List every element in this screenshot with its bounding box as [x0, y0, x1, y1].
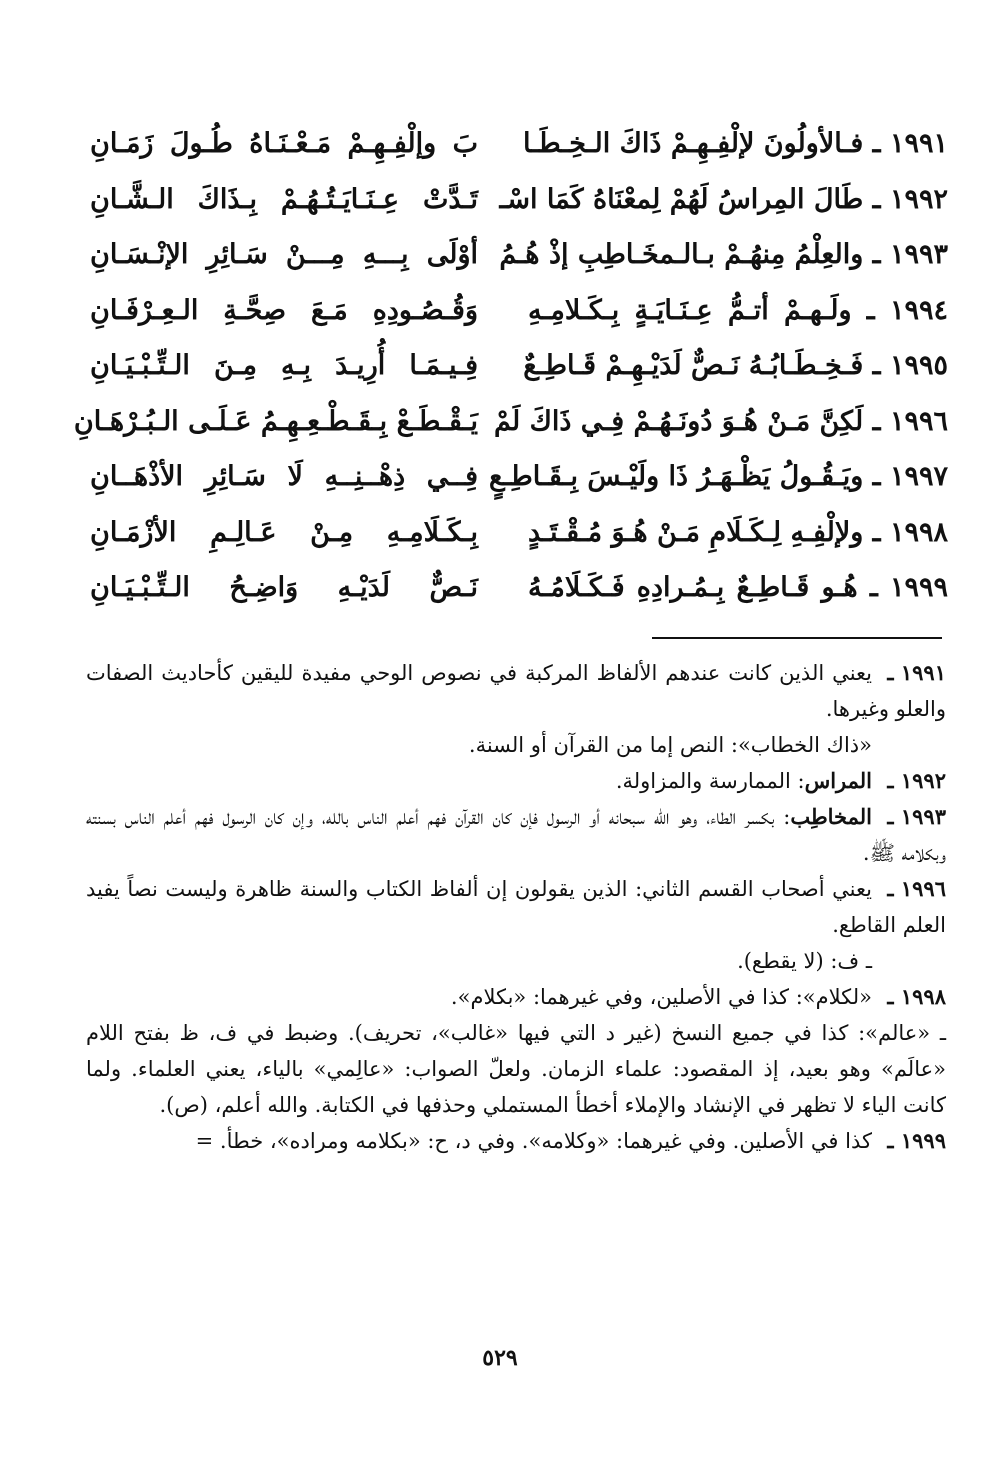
footnote-term: المراس — [804, 768, 872, 793]
verse-first-text: فـالأولُونَ لإلْفِـهِـمْ ذَاكَ الـخِـطَـا — [523, 128, 864, 159]
verse-second-hemistich: فِـيـمَـا أُرِيـدَ بِـهِ مِـنَ الـتِّـبْـيَـانِ — [90, 350, 478, 381]
verse-first-hemistich: ١٩٩٦ ـ لَكِنَّ مَـنْ هُـوَ دُونَـهُـمْ فِـي ذَاكَ لَمْ — [494, 405, 948, 437]
verse-second-hemistich: نَـصٌّ لَدَيْـهِ وَاضِـحُ الـتِّـبْـيَـانِ — [90, 572, 478, 603]
verse-number: ١٩٩٩ — [890, 572, 949, 603]
footnote-1998 — [86, 979, 946, 1123]
footnote-1996 — [86, 871, 946, 979]
verse-first-text: ويَـقُـولُ يَظْـهَـرُ ذَا ولَيْـسَ بِـقَـاطِـعٍ — [488, 461, 864, 492]
verse-number: ١٩٩٣ — [889, 239, 948, 270]
verse-1991 — [60, 118, 960, 174]
verse-number: ١٩٩٦ — [889, 405, 948, 437]
verse-1998 — [60, 507, 960, 563]
verse-number: ١٩٩٢ — [889, 183, 948, 215]
footnote-text: «لكلام»: كذا في الأصلين، وفي غيرهما: «بكلام». — [450, 985, 872, 1009]
footnote-number: ١٩٩٨ ـ — [887, 984, 946, 1009]
footnote-text: كذا في الأصلين. وفي غيرهما: «وكلامه». وفي د، ح: «بكلامه ومراده»، خطأ. = — [195, 1129, 872, 1153]
poem-verses — [60, 118, 960, 618]
footnotes — [86, 655, 946, 1159]
verse-number: ١٩٩٤ — [889, 294, 948, 326]
verse-first-text: والعِلْمُ مِنهُـمْ بـالـمخَـاطِبِ إذْ هُـمُ — [499, 239, 864, 270]
verse-second-hemistich: بَ وإلْفِـهِـمْ مَـعْـنَـاهُ طُـولَ زَمَـانِ — [90, 128, 478, 159]
footnote-number: ١٩٩١ ـ — [887, 660, 946, 685]
footnote-subnote: ـ ف: (لا يقطع). — [737, 949, 872, 973]
verse-first-text: طَالَ المِراسُ لَهُمْ لِمعْنَاهُ كَمَا اسْـ — [499, 183, 864, 215]
verse-first-hemistich: ١٩٩٢ ـ طَالَ المِراسُ لَهُمْ لِمعْنَاهُ كَمَا اسْـ — [499, 183, 948, 215]
verse-1996 — [60, 396, 960, 452]
verse-first-text: لَكِنَّ مَـنْ هُـوَ دُونَـهُـمْ فِـي ذَاكَ لَمْ — [494, 405, 864, 437]
verse-second-hemistich: فِــي ذِهْــنِــهِ لَا سَـائِرِ الأذْهَــانِ — [90, 461, 478, 492]
verse-1999 — [60, 562, 960, 618]
verse-1993 — [60, 229, 960, 285]
footnote-1991 — [86, 655, 946, 763]
verse-1992 — [60, 174, 960, 230]
verse-number: ١٩٩١ — [889, 128, 948, 159]
verse-second-hemistich: تَـدَّتْ عِـنَـايَـتُـهُـمْ بِـذَاكَ الـشَّـانِ — [90, 183, 478, 215]
verse-1994 — [60, 285, 960, 341]
verse-number: ١٩٩٨ — [889, 516, 948, 548]
verse-second-hemistich: وَقُـصُـودِهِ مَـعَ صِحَّـةِ الـعِـرْفَـانِ — [90, 294, 478, 326]
verse-number: ١٩٩٧ — [889, 461, 948, 492]
verse-second-hemistich: أوْلَى بِـــهِ مِـــنْ سَـائِرِ الإنْـسَـانِ — [90, 239, 478, 270]
footnote-1992 — [86, 763, 946, 799]
footnote-text: يعني الذين كانت عندهم الألفاظ المركبة في نصوص الوحي مفيدة لليقين كأحاديث الصفات والعلو وغيرها. — [86, 661, 946, 721]
verse-first-hemistich: ١٩٩٥ ـ فَـخِـطَـابُـهُ نَـصٌّ لَدَيْـهِـمْ قَـاطِـعٌ — [523, 350, 948, 381]
footnote-separator — [652, 637, 942, 639]
verse-first-hemistich: ١٩٩٩ ـ هُـو قَـاطِـعٌ بِـمُـرادِهِ فَـكَـلَامُـهُ — [528, 572, 949, 603]
footnote-text: : بكسر الطاء، وهو الله سبحانه أو الرسول فإن كان القرآن فهم أعلم الناس بالله، وإن كان الرسول فهم أعلم الناس بسنته وبكلامه ﷺ. — [86, 805, 946, 865]
page-number: ٥٢٩ — [482, 1345, 518, 1371]
footnote-term: المخاطِب — [790, 804, 872, 829]
footnote-number: ١٩٩٣ ـ — [887, 804, 946, 829]
footnote-1993 — [86, 799, 946, 871]
footnote-number: ١٩٩٦ ـ — [887, 876, 946, 901]
verse-first-text: هُـو قَـاطِـعٌ بِـمُـرادِهِ فَـكَـلَامُـهُ — [528, 572, 858, 603]
footnote-text: يعني أصحاب القسم الثاني: الذين يقولون إن ألفاظ الكتاب والسنة ظاهرة وليست نصاً يفيد العلم القاطع. — [86, 877, 946, 937]
verse-first-hemistich: ١٩٩٤ ـ ولَـهـمْ أتـمُّ عِـنَـايَـةٍ بِـكَـلامِـهِ — [528, 294, 948, 326]
footnote-number: ١٩٩٢ ـ — [887, 768, 946, 793]
verse-number: ١٩٩٥ — [889, 350, 948, 381]
footnote-subnote: ـ «عالم»: كذا في جميع النسخ (غير د التي فيها «غالب»، تحريف). وضبط في ف، ظ بفتح اللام «عالَم» وهو بعيد، إذ المقصود: علماء الزمان. ولعلّ الصواب: «عالِمي» بالياء، يعني العلماء. ولما كانت الياء لا تظهر في الإنشاد والإملاء أخطأ المستملي وحذفها في الكتابة. والله أعلم، (ص). — [86, 1021, 946, 1117]
verse-first-hemistich: ١٩٩٧ ـ ويَـقُـولُ يَظْـهَـرُ ذَا ولَيْـسَ بِـقَـاطِـعٍ — [488, 461, 948, 492]
verse-first-hemistich: ١٩٩١ ـ فـالأولُونَ لإلْفِـهِـمْ ذَاكَ الـخِـطَـا — [523, 128, 948, 159]
verse-1997 — [60, 451, 960, 507]
verse-first-text: ولإلْفِـهِ لِـكَـلَامِ مَـنْ هُـوَ مُـقْـتَـدٍ — [527, 516, 864, 548]
verse-first-hemistich: ١٩٩٨ ـ ولإلْفِـهِ لِـكَـلَامِ مَـنْ هُـوَ مُـقْـتَـدٍ — [527, 516, 948, 548]
verse-first-text: ولَـهـمْ أتـمُّ عِـنَـايَـةٍ بِـكَـلامِـهِ — [528, 294, 852, 326]
verse-second-hemistich: يَـقْـطَـعْ بِـقَـطْـعِـهِـمُ عَـلَـى الـبُـرْهَـانِ — [73, 405, 478, 437]
footnote-text: : الممارسة والمزاولة. — [615, 769, 805, 793]
verse-first-hemistich: ١٩٩٣ ـ والعِلْمُ مِنهُـمْ بـالـمخَـاطِبِ إذْ هُـمُ — [499, 239, 948, 270]
verse-first-text: فَـخِـطَـابُـهُ نَـصٌّ لَدَيْـهِـمْ قَـاطِـعٌ — [523, 350, 864, 381]
verse-second-hemistich: بِـكَـلَامِـهِ مِـنْ عَـالِـمِ الأزْمَـانِ — [90, 516, 478, 548]
footnote-1999 — [86, 1123, 946, 1159]
verse-1995 — [60, 340, 960, 396]
footnote-subnote: «ذاك الخطاب»: النص إما من القرآن أو السنة. — [468, 733, 872, 757]
footnote-number: ١٩٩٩ ـ — [887, 1128, 946, 1153]
